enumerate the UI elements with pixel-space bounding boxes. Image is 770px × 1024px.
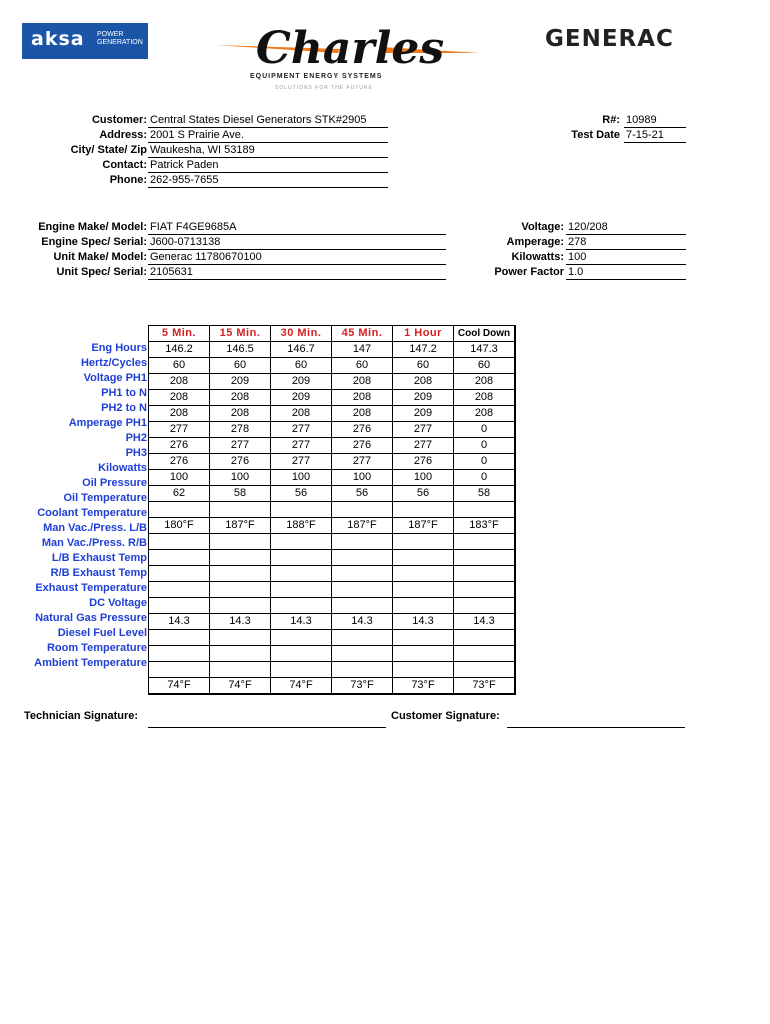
table-cell: 100 [271, 470, 332, 486]
table-cell: 60 [332, 358, 393, 374]
row-label: L/B Exhaust Temp [51, 552, 147, 564]
table-row [149, 518, 516, 534]
voltage-value: 120/208 [566, 220, 686, 235]
voltage-label: Voltage: [521, 221, 564, 233]
table-cell: 277 [210, 438, 271, 454]
engine-spec-value: J600-0713138 [148, 235, 446, 250]
table-cell: 277 [393, 438, 454, 454]
table-cell: 100 [332, 470, 393, 486]
table-cell: 208 [454, 390, 516, 406]
table-row [149, 438, 516, 454]
table-cell [149, 598, 210, 614]
row-label: Diesel Fuel Level [57, 627, 147, 639]
table-cell: 74°F [210, 678, 271, 695]
amperage-label: Amperage: [506, 236, 564, 248]
unit-make-label: Unit Make/ Model: [53, 251, 147, 263]
table-cell [332, 598, 393, 614]
table-cell: 60 [454, 358, 516, 374]
engine-spec-label: Engine Spec/ Serial: [41, 236, 147, 248]
table-cell [332, 646, 393, 662]
table-cell [454, 582, 516, 598]
table-cell [332, 502, 393, 518]
table-row [149, 470, 516, 486]
amperage-value: 278 [566, 235, 686, 250]
table-cell [271, 534, 332, 550]
table-cell: 0 [454, 454, 516, 470]
charles-tagline: EQUIPMENT ENERGY SYSTEMS [250, 73, 383, 80]
table-row [149, 406, 516, 422]
table-cell [393, 550, 454, 566]
table-cell [271, 550, 332, 566]
table-cell: 183°F [454, 518, 516, 534]
city-label: City/ State/ Zip [70, 144, 147, 156]
table-cell [454, 502, 516, 518]
table-row [149, 582, 516, 598]
table-row [149, 486, 516, 502]
table-cell: 146.5 [210, 342, 271, 358]
row-label: R/B Exhaust Temp [50, 567, 147, 579]
row-label: Man Vac./Press. L/B [43, 522, 147, 534]
report-number-label: R#: [602, 114, 620, 126]
address-value: 2001 S Prairie Ave. [148, 128, 388, 143]
table-cell [393, 630, 454, 646]
table-cell [271, 598, 332, 614]
table-cell: 147.2 [393, 342, 454, 358]
row-label: Oil Temperature [63, 492, 147, 504]
row-label: Kilowatts [98, 462, 147, 474]
table-cell: 0 [454, 470, 516, 486]
table-cell [393, 566, 454, 582]
technician-signature-line[interactable] [148, 727, 386, 728]
table-cell [271, 566, 332, 582]
test-date-value: 7-15-21 [624, 128, 686, 143]
table-row [149, 598, 516, 614]
table-cell [149, 582, 210, 598]
customer-value: Central States Diesel Generators STK#2905 [148, 113, 388, 128]
table-cell: 276 [332, 422, 393, 438]
customer-signature-label: Customer Signature: [391, 710, 500, 722]
table-cell: 208 [149, 406, 210, 422]
table-cell: 58 [454, 486, 516, 502]
table-cell: 147 [332, 342, 393, 358]
table-cell [210, 502, 271, 518]
customer-signature-line[interactable] [507, 727, 685, 728]
table-cell [332, 550, 393, 566]
table-cell: 277 [332, 454, 393, 470]
table-cell: 277 [271, 454, 332, 470]
table-cell: 56 [393, 486, 454, 502]
unit-spec-value: 2105631 [148, 265, 446, 280]
table-cell: 14.3 [332, 614, 393, 630]
unit-spec-label: Unit Spec/ Serial: [56, 266, 147, 278]
table-cell: 73°F [393, 678, 454, 695]
row-label: PH3 [125, 447, 147, 459]
table-cell [210, 630, 271, 646]
column-header: 15 Min. [210, 326, 271, 342]
table-row [149, 614, 516, 630]
table-row [149, 422, 516, 438]
row-label: Man Vac./Press. R/B [41, 537, 147, 549]
table-cell: 276 [210, 454, 271, 470]
table-cell [271, 662, 332, 678]
row-label: Voltage PH1 [83, 372, 147, 384]
row-label: Room Temperature [46, 642, 147, 654]
table-cell: 100 [393, 470, 454, 486]
table-cell: 56 [332, 486, 393, 502]
table-cell: 14.3 [210, 614, 271, 630]
table-cell: 60 [271, 358, 332, 374]
row-label: DC Voltage [89, 597, 147, 609]
test-readings-table [148, 325, 516, 695]
table-cell: 276 [149, 438, 210, 454]
table-cell [271, 646, 332, 662]
table-cell [271, 502, 332, 518]
table-row [149, 502, 516, 518]
table-cell [210, 598, 271, 614]
table-cell: 277 [271, 422, 332, 438]
table-cell: 187°F [393, 518, 454, 534]
table-cell: 73°F [454, 678, 516, 695]
table-cell [332, 582, 393, 598]
table-cell [210, 582, 271, 598]
table-cell [332, 662, 393, 678]
row-label: PH2 [125, 432, 147, 444]
table-cell [332, 630, 393, 646]
table-cell [210, 550, 271, 566]
column-header: Cool Down [454, 326, 516, 342]
row-label: Oil Pressure [82, 477, 147, 489]
table-cell: 208 [454, 406, 516, 422]
table-cell: 146.2 [149, 342, 210, 358]
table-cell [210, 662, 271, 678]
power-factor-value: 1.0 [566, 265, 686, 280]
row-label: Hertz/Cycles [80, 357, 147, 369]
table-cell: 188°F [271, 518, 332, 534]
table-row [149, 630, 516, 646]
table-header-row [149, 326, 516, 342]
aksa-logo-text: aksa [31, 28, 85, 50]
table-cell [454, 598, 516, 614]
table-cell [393, 502, 454, 518]
table-cell: 209 [210, 374, 271, 390]
table-cell: 208 [271, 406, 332, 422]
kilowatts-label: Kilowatts: [511, 251, 564, 263]
table-cell [149, 502, 210, 518]
table-cell: 187°F [332, 518, 393, 534]
table-cell [454, 630, 516, 646]
table-cell: 278 [210, 422, 271, 438]
address-label: Address: [99, 129, 147, 141]
table-row [149, 662, 516, 678]
table-cell [393, 534, 454, 550]
table-row [149, 374, 516, 390]
table-cell: 276 [149, 454, 210, 470]
table-cell: 277 [271, 438, 332, 454]
row-label: Exhaust Temperature [35, 582, 147, 594]
table-cell: 100 [149, 470, 210, 486]
table-cell: 277 [393, 422, 454, 438]
table-cell: 0 [454, 422, 516, 438]
table-cell: 60 [210, 358, 271, 374]
table-row [149, 534, 516, 550]
table-cell: 208 [454, 374, 516, 390]
table-cell: 187°F [210, 518, 271, 534]
table-row [149, 678, 516, 695]
phone-value: 262-955-7655 [148, 173, 388, 188]
table-cell: 208 [332, 374, 393, 390]
table-cell: 100 [210, 470, 271, 486]
column-header: 1 Hour [393, 326, 454, 342]
table-cell: 60 [393, 358, 454, 374]
table-cell [332, 566, 393, 582]
table-cell [149, 534, 210, 550]
table-cell [393, 582, 454, 598]
column-header: 30 Min. [271, 326, 332, 342]
table-cell: 208 [210, 390, 271, 406]
table-cell: 74°F [271, 678, 332, 695]
generac-logo: GENERAC [545, 26, 674, 52]
aksa-logo-subtext: POWER GENERATION [97, 31, 143, 46]
charles-logo [210, 23, 490, 95]
city-value: Waukesha, WI 53189 [148, 143, 388, 158]
table-cell: 14.3 [393, 614, 454, 630]
power-factor-label: Power Factor [494, 266, 564, 278]
table-cell: 276 [393, 454, 454, 470]
table-row [149, 646, 516, 662]
table-cell: 58 [210, 486, 271, 502]
table-row [149, 566, 516, 582]
table-cell: 14.3 [271, 614, 332, 630]
table-cell: 208 [332, 406, 393, 422]
customer-label: Customer: [91, 114, 147, 126]
kilowatts-value: 100 [566, 250, 686, 265]
aksa-logo [22, 23, 148, 59]
table-cell: 56 [271, 486, 332, 502]
table-cell: 208 [393, 374, 454, 390]
column-header: 45 Min. [332, 326, 393, 342]
table-row [149, 550, 516, 566]
table-cell: 73°F [332, 678, 393, 695]
table-cell [271, 582, 332, 598]
row-label: Eng Hours [91, 342, 147, 354]
table-cell [210, 566, 271, 582]
table-cell: 60 [149, 358, 210, 374]
charles-logo-swoosh-icon [210, 23, 490, 73]
table-cell: 209 [271, 374, 332, 390]
table-cell: 209 [271, 390, 332, 406]
column-header: 5 Min. [149, 326, 210, 342]
table-cell: 14.3 [149, 614, 210, 630]
table-cell [454, 550, 516, 566]
table-cell [393, 662, 454, 678]
table-row [149, 454, 516, 470]
row-label: PH1 to N [101, 387, 147, 399]
table-cell: 147.3 [454, 342, 516, 358]
table-cell: 14.3 [454, 614, 516, 630]
table-cell [393, 646, 454, 662]
table-cell: 276 [332, 438, 393, 454]
table-row [149, 342, 516, 358]
table-cell [149, 630, 210, 646]
table-cell [454, 534, 516, 550]
table-cell [454, 646, 516, 662]
unit-make-value: Generac 11780670100 [148, 250, 446, 265]
contact-label: Contact: [102, 159, 147, 171]
table-cell: 180°F [149, 518, 210, 534]
row-label: Natural Gas Pressure [35, 612, 147, 624]
row-label: Coolant Temperature [37, 507, 147, 519]
table-cell: 208 [149, 390, 210, 406]
table-cell: 209 [393, 390, 454, 406]
row-label: Ambient Temperature [34, 657, 147, 669]
table-cell [393, 598, 454, 614]
report-number-value: 10989 [624, 113, 686, 128]
table-cell: 146.7 [271, 342, 332, 358]
table-row [149, 390, 516, 406]
table-cell: 74°F [149, 678, 210, 695]
table-row [149, 358, 516, 374]
table-cell [149, 550, 210, 566]
row-label: Amperage PH1 [68, 417, 147, 429]
phone-label: Phone: [109, 174, 147, 186]
table-cell [149, 646, 210, 662]
table-cell [454, 662, 516, 678]
table-cell: 277 [149, 422, 210, 438]
table-cell [149, 662, 210, 678]
table-cell [149, 566, 210, 582]
table-cell [271, 630, 332, 646]
table-cell: 208 [149, 374, 210, 390]
table-cell [210, 646, 271, 662]
table-cell [454, 566, 516, 582]
table-cell: 208 [210, 406, 271, 422]
row-label: PH2 to N [101, 402, 147, 414]
technician-signature-label: Technician Signature: [24, 710, 139, 722]
table-cell [210, 534, 271, 550]
table-cell: 62 [149, 486, 210, 502]
test-date-label: Test Date [571, 129, 620, 141]
charles-tagline-2: SOLUTIONS FOR THE FUTURE [275, 85, 373, 91]
engine-make-label: Engine Make/ Model: [38, 221, 147, 233]
table-cell: 0 [454, 438, 516, 454]
table-cell: 209 [393, 406, 454, 422]
contact-value: Patrick Paden [148, 158, 388, 173]
engine-make-value: FIAT F4GE9685A [148, 220, 446, 235]
table-cell [332, 534, 393, 550]
table-cell: 208 [332, 390, 393, 406]
charles-logo-text: Charles [255, 23, 445, 73]
